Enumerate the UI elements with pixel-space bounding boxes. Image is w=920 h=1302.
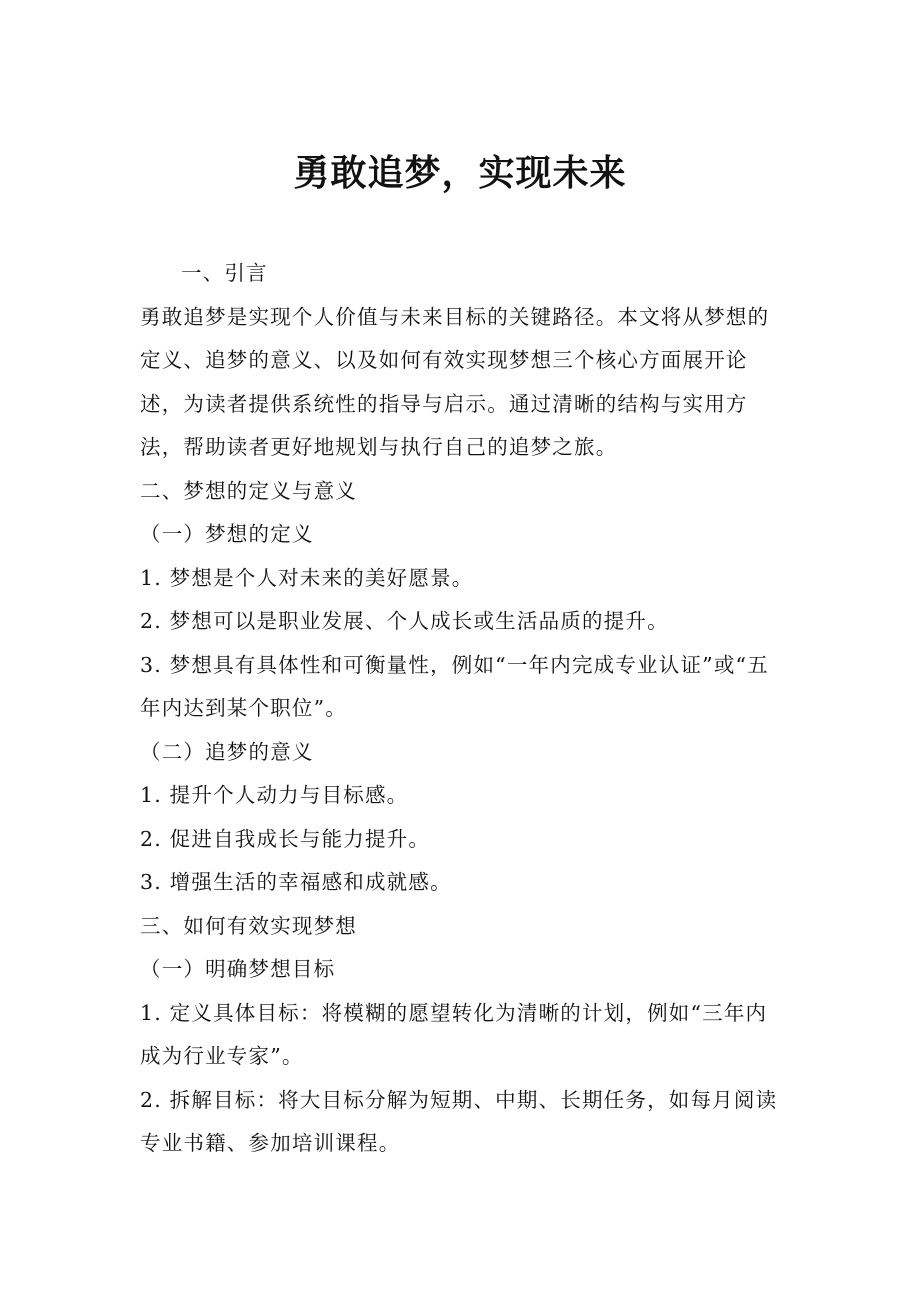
list-item: 1. 定义具体目标：将模糊的愿望转化为清晰的计划，例如“三年内成为行业专家”。 <box>140 1000 768 1068</box>
document-title: 勇敢追梦，实现未来 <box>293 153 627 194</box>
subsection-heading-definition: （一）梦想的定义 <box>140 522 314 546</box>
list-item: 1. 梦想是个人对未来的美好愿景。 <box>140 565 474 590</box>
intro-paragraph: 勇敢追梦是实现个人价值与未来目标的关键路径。本文将从梦想的定义、追梦的意义、以及如何有效实现梦想三个核心方面展开论述，为读者提供系统性的指导与启示。通过清晰的结构与实用方法，帮助读者更好地规划与执行自己的追梦之旅。 <box>140 304 770 459</box>
document-body <box>140 252 780 1166</box>
list-item: 2. 拆解目标：将大目标分解为短期、中期、长期任务，如每月阅读专业书籍、参加培训课程。 <box>140 1087 778 1155</box>
list-item: 3. 梦想具有具体性和可衡量性，例如“一年内完成专业认证”或“五年内达到某个职位”。 <box>140 652 769 720</box>
list-item: 3. 增强生活的幸福感和成就感。 <box>140 870 452 894</box>
list-item: 1. 提升个人动力与目标感。 <box>140 783 409 807</box>
section-heading-intro: 一、引言 <box>181 261 268 285</box>
subsection-heading-goals: （一）明确梦想目标 <box>140 957 336 981</box>
section-heading-how-to: 三、如何有效实现梦想 <box>140 913 357 938</box>
subsection-heading-significance: （二）追梦的意义 <box>140 739 314 764</box>
list-item: 2. 促进自我成长与能力提升。 <box>140 826 431 851</box>
section-heading-definition: 二、梦想的定义与意义 <box>140 478 357 503</box>
list-item: 2. 梦想可以是职业发展、个人成长或生活品质的提升。 <box>140 609 669 633</box>
